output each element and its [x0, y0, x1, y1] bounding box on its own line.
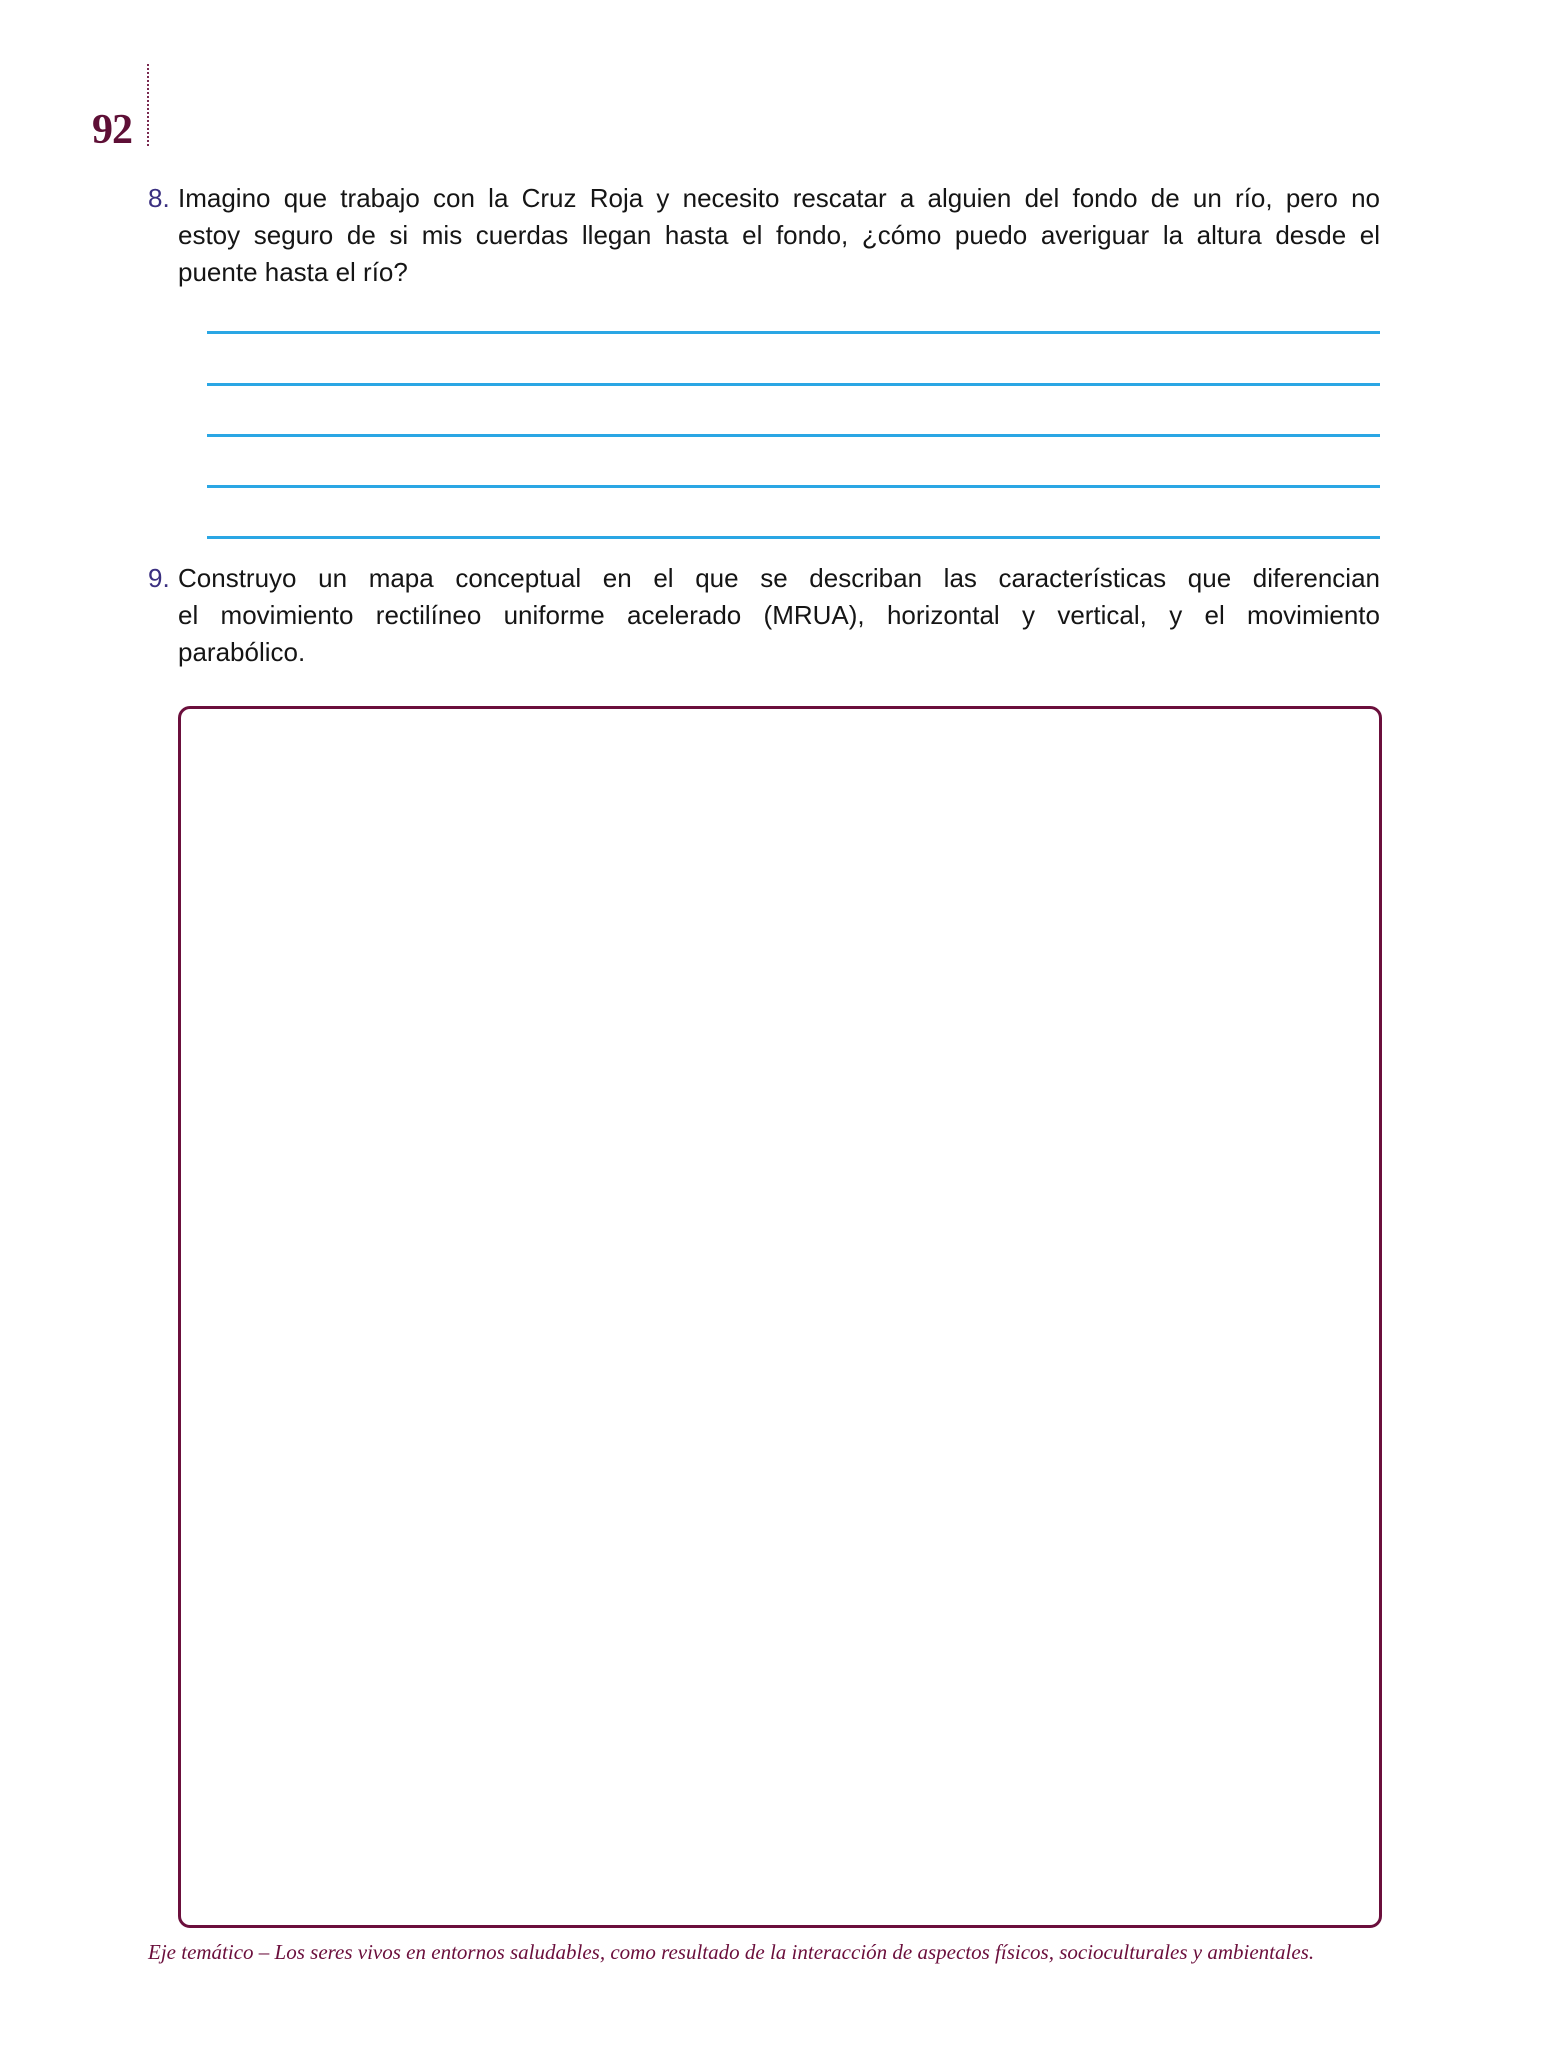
question-text-line: estoy seguro de si mis cuerdas llegan hasta el fondo, ¿cómo puedo averiguar la altura desde el	[178, 220, 1380, 250]
question-9	[148, 560, 1380, 671]
answer-line[interactable]	[207, 383, 1380, 386]
page-number: 92	[92, 107, 132, 153]
footer-thematic-axis: Eje temático – Los seres vivos en entornos saludables, como resultado de la interacción de aspectos físicos, socioculturales y ambientales.	[148, 1940, 1315, 1964]
concept-map-answer-box[interactable]	[178, 706, 1382, 1928]
question-8	[148, 180, 1380, 291]
question-text-line: Construyo un mapa conceptual en el que se describan las características que diferencian	[178, 563, 1380, 593]
answer-line[interactable]	[207, 485, 1380, 488]
answer-line[interactable]	[207, 331, 1380, 334]
question-number: 9.	[148, 563, 170, 593]
question-text-line: puente hasta el río?	[178, 257, 408, 287]
question-text-line: Imagino que trabajo con la Cruz Roja y necesito rescatar a alguien del fondo de un río, pero no	[178, 183, 1380, 213]
question-text-line: parabólico.	[178, 637, 306, 667]
answer-line[interactable]	[207, 434, 1380, 437]
page-number-divider	[147, 64, 149, 146]
question-text-line: el movimiento rectilíneo uniforme acelerado (MRUA), horizontal y vertical, y el movimiento	[178, 600, 1380, 630]
question-number: 8.	[148, 183, 170, 213]
answer-line[interactable]	[207, 536, 1380, 539]
